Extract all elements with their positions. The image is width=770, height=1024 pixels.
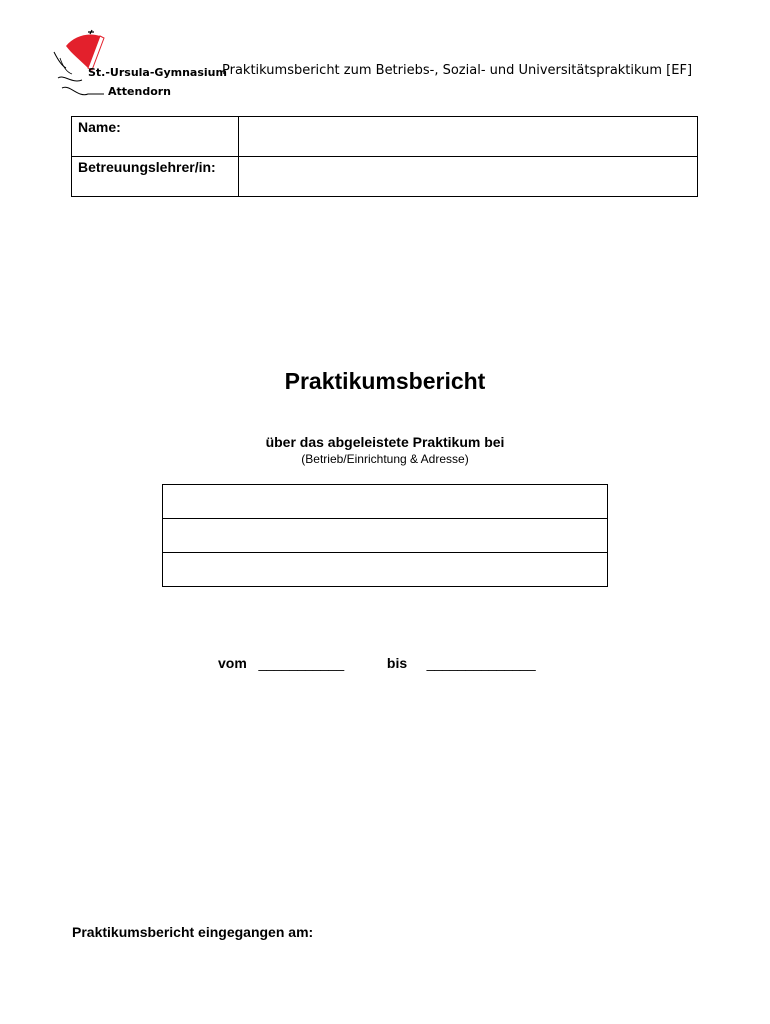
- company-address-table: [162, 484, 608, 587]
- table-row: [163, 485, 608, 519]
- logo-school-city: Attendorn: [108, 85, 172, 98]
- name-label: Name:: [72, 117, 239, 157]
- page-header-title-text: Praktikumsbericht zum Betriebs-, Sozial- und Universitätspraktikum [EF]: [222, 63, 693, 78]
- company-line-1[interactable]: [163, 485, 608, 519]
- student-info-table: [71, 116, 698, 197]
- to-date-blank[interactable]: ______________: [426, 655, 536, 671]
- company-hint: (Betrieb/Einrichtung & Adresse): [301, 452, 469, 466]
- to-label: bis: [386, 655, 408, 671]
- subtitle: über das abgeleistete Praktikum bei: [265, 434, 505, 450]
- table-row: [163, 519, 608, 553]
- page-title: Praktikumsbericht: [284, 368, 486, 394]
- supervisor-label: Betreuungslehrer/in:: [72, 157, 239, 197]
- received-date-label: Praktikumsbericht eingegangen am:: [72, 924, 314, 940]
- table-row: [163, 553, 608, 587]
- from-date-blank[interactable]: ___________: [258, 655, 345, 671]
- table-row: [72, 157, 698, 197]
- school-logo: [52, 28, 227, 104]
- date-range: [218, 655, 536, 671]
- company-line-3[interactable]: [163, 553, 608, 587]
- name-field[interactable]: [239, 117, 698, 157]
- company-line-2[interactable]: [163, 519, 608, 553]
- supervisor-field[interactable]: [239, 157, 698, 197]
- from-label: vom: [218, 655, 247, 671]
- table-row: [72, 117, 698, 157]
- logo-school-name: St.-Ursula-Gymnasium: [88, 66, 227, 79]
- page-header-title: [222, 63, 698, 78]
